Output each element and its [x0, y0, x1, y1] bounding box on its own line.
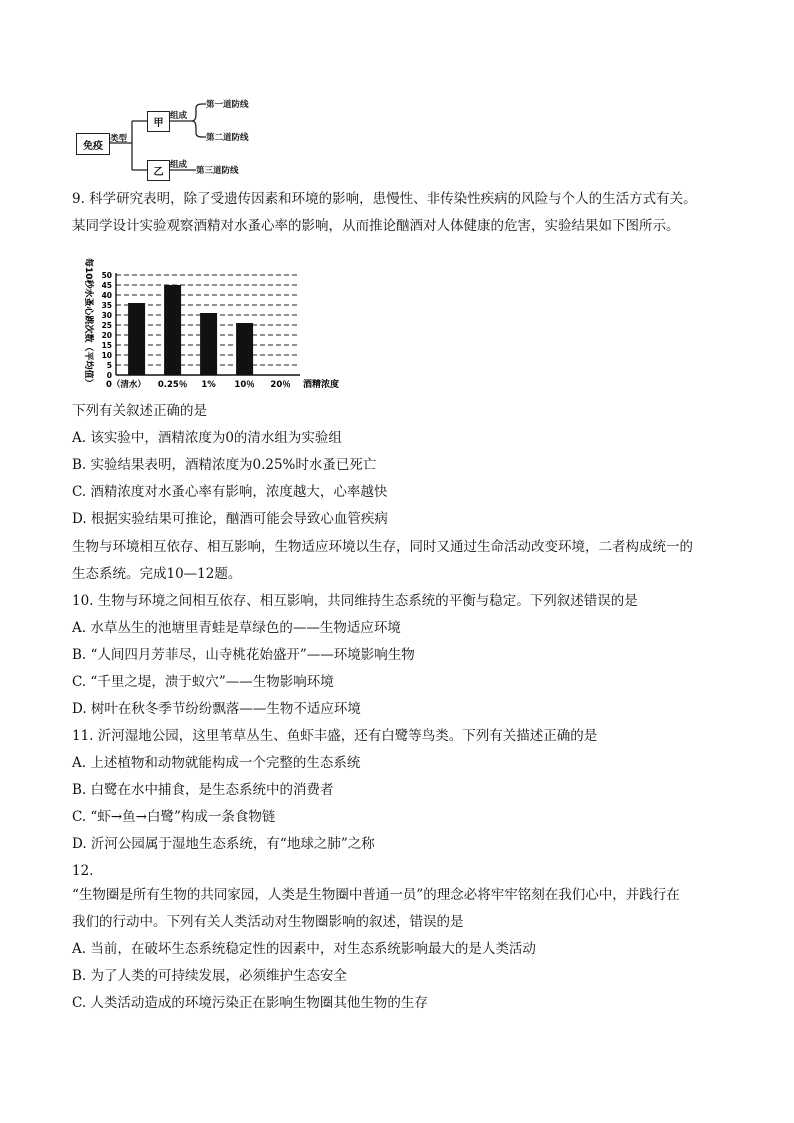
q9-option-c: C. 酒精浓度对水蚤心率有影响，浓度越大，心率越快 [72, 484, 388, 500]
q12-option-c: C. 人类活动造成的环境污染正在影响生物圈其他生物的生存 [72, 995, 428, 1011]
third-defense-label: 第三道防线 [196, 166, 239, 176]
q9-option-d: D. 根据实验结果可推论，酗酒可能会导致心血管疾病 [72, 511, 388, 527]
chart-y-tick-label: 50 [101, 271, 112, 280]
q10-option-d: D. 树叶在秋冬季节纷纷飘落——生物不适应环境 [72, 701, 361, 717]
chart-bars [128, 285, 253, 375]
node-b-label: 乙 [153, 167, 164, 178]
chart-x-ticks [106, 379, 291, 390]
second-defense-label: 第二道防线 [206, 133, 249, 143]
q9-stem-line1: 9. 科学研究表明，除了受遗传因素和环境的影响，患慢性、非传染性疾病的风险与个人的生活方式有关。 [72, 191, 697, 207]
q10-option-b: B. “人间四月芳菲尽，山寺桃花始盛开”——环境影响生物 [72, 647, 415, 663]
compose-b-label: 组成 [170, 160, 188, 170]
chart-y-tick-label: 10 [101, 351, 112, 360]
q12-stem-line2: 我们的行动中。下列有关人类活动对生物圈影响的叙述，错误的是 [72, 914, 464, 930]
chart-y-tick-label: 40 [101, 291, 112, 300]
q12-option-a: A. 当前，在破坏生态系统稳定性的因素中，对生态系统影响最大的是人类活动 [72, 941, 536, 957]
chart-x-tick-label: 0.25％ [157, 380, 188, 390]
chart-bar [164, 285, 181, 375]
chart-bar [236, 323, 253, 375]
chart-bar [200, 313, 217, 375]
q11-stem: 11. 沂河湿地公园，这里苇草丛生、鱼虾丰盛，还有白鹭等鸟类。下列有关描述正确的是 [72, 728, 598, 744]
chart-x-tick-label: 20％ [270, 380, 291, 390]
chart-x-axis-label: 酒精浓度 [303, 380, 340, 390]
chart-y-tick-label: 35 [101, 301, 112, 310]
q9-question: 下列有关叙述正确的是 [72, 403, 207, 419]
node-a-box [147, 111, 170, 132]
chart-y-tick-label: 5 [106, 361, 112, 370]
immunity-root-box [76, 133, 110, 155]
chart-y-tick-label: 30 [101, 311, 112, 320]
node-a-label: 甲 [153, 118, 164, 129]
heart-rate-bar-chart [72, 250, 372, 395]
q11-option-a: A. 上述植物和动物就能构成一个完整的生态系统 [72, 755, 361, 771]
chart-y-axis-label: 每10秒水蚤心跳次数（平均值） [83, 258, 93, 388]
q10-option-a: A. 水草丛生的池塘里青蛙是草绿色的——生物适应环境 [72, 620, 401, 636]
q10-stem: 10. 生物与环境之间相互依存、相互影响，共同维持生态系统的平衡与稳定。下列叙述错误的是 [72, 593, 638, 609]
chart-y-tick-label: 45 [101, 281, 112, 290]
chart-y-tick-label: 20 [101, 331, 112, 340]
q9-stem-line2: 某同学设计实验观察酒精对水蚤心率的影响，从而推论酗酒对人体健康的危害，实验结果如下图所示。 [72, 218, 680, 234]
first-defense-label: 第一道防线 [206, 100, 249, 110]
q10-option-c: C. “千里之堤，溃于蚁穴”——生物影响环境 [72, 674, 334, 690]
node-b-box [147, 160, 170, 181]
q9-option-a: A. 该实验中，酒精浓度为0的清水组为实验组 [72, 430, 342, 446]
compose-a-label: 组成 [170, 111, 188, 121]
immunity-root-label: 免疫 [83, 140, 103, 152]
q12-stem-line1: “生物圈是所有生物的共同家园，人类是生物圈中普通一员”的理念必将牢牢铭刻在我们心中，并践行在 [72, 887, 680, 903]
chart-x-tick-label: 10％ [234, 380, 255, 390]
chart-y-tick-label: 15 [101, 341, 112, 350]
chart-y-tick-label: 25 [101, 321, 112, 330]
intro-line2: 生态系统。完成10—12题。 [72, 566, 242, 582]
q11-option-c: C. “虾→鱼→白鹭”构成一条食物链 [72, 809, 276, 825]
q12-option-b: B. 为了人类的可持续发展，必须维护生态安全 [72, 968, 348, 984]
type-label: 类型 [110, 134, 128, 144]
intro-line1: 生物与环境相互依存、相互影响，生物适应环境以生存，同时又通过生命活动改变环境，二者构成统一的 [72, 539, 693, 555]
chart-y-ticks [102, 271, 112, 380]
chart-bar [128, 303, 145, 375]
q11-option-b: B. 白鹭在水中捕食，是生态系统中的消费者 [72, 782, 334, 798]
chart-y-tick-label: 0 [106, 371, 112, 380]
immunity-diagram [72, 100, 282, 180]
chart-x-tick-label: 1% [201, 380, 216, 390]
q9-option-b: B. 实验结果表明，酒精浓度为0.25%时水蚤已死亡 [72, 457, 377, 473]
q11-option-d: D. 沂河公园属于湿地生态系统，有“地球之肺”之称 [72, 836, 375, 852]
chart-x-tick-label: 0（清水） [106, 380, 146, 390]
q12-number: 12. [72, 863, 94, 879]
